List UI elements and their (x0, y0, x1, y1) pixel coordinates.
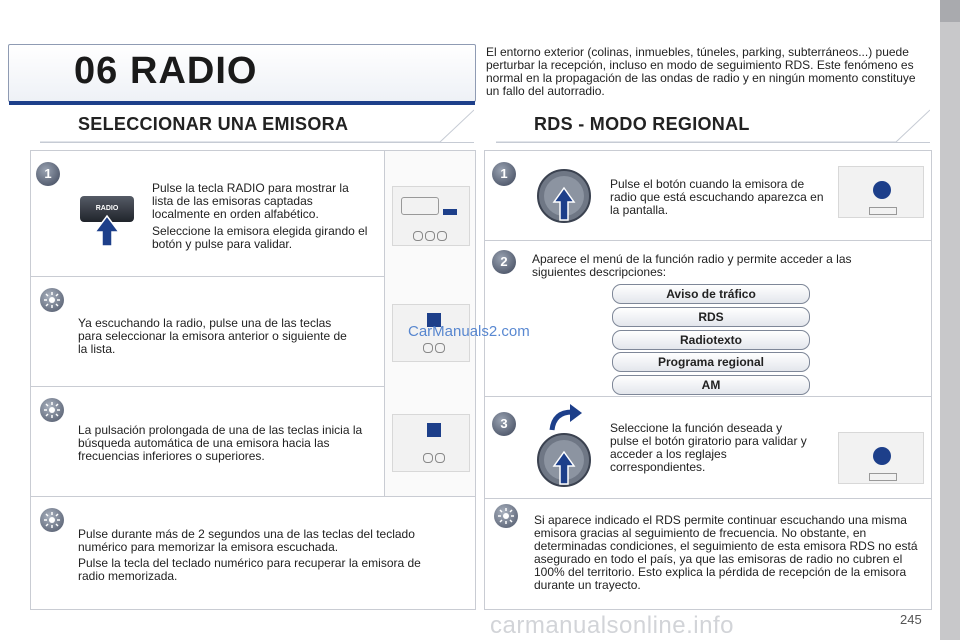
step-badge-3: 3 (492, 412, 516, 436)
tip1-text: Ya escuchando la radio, pulse una de las teclas para seleccionar la emisora anterior o siguiente de la lista. (78, 316, 347, 356)
step-badge-2: 2 (492, 250, 516, 274)
menu-item-traffic[interactable]: Aviso de tráfico (612, 284, 810, 304)
divider (485, 498, 931, 499)
step1-text-2: Seleccione la emisora elegida girando el botón y pulse para validar. (152, 224, 368, 251)
left-section-title: SELECCIONAR UNA EMISORA (78, 114, 349, 134)
page-number: 245 (900, 612, 922, 627)
right-step2-text: Aparece el menú de la función radio y permite acceder a las siguientes descripciones: (532, 252, 852, 279)
right-section-header (496, 106, 930, 143)
step1-text: Pulse la tecla RADIO para mostrar la lista de las emisoras captadas localmente en orden alfabético. (152, 181, 349, 221)
left-section-header (40, 106, 474, 143)
menu-item-rds[interactable]: RDS (612, 307, 810, 327)
divider (485, 240, 931, 241)
radio-unit-illustration (838, 166, 924, 218)
radio-unit-illustration (838, 432, 924, 484)
chapter-number: 06 (74, 50, 119, 92)
divider (31, 496, 475, 497)
step-badge-1: 1 (36, 162, 60, 186)
page-edge-tab-top (940, 0, 960, 22)
tip-sun-icon (40, 398, 64, 422)
reception-notice: El entorno exterior (colinas, inmuebles, túneles, parking, subterráneos...) puede perturbar la recepción, incluso en modo de seguimiento RDS. Este fenómeno es normal en la propagación de las ondas de radio y en ningún momento constituye un fallo del autorradio. (486, 45, 916, 98)
page-edge-tab (940, 0, 960, 640)
arrow-up-icon (92, 214, 122, 248)
watermark-footer: carmanualsonline.info (490, 612, 734, 639)
radio-unit-illustration (392, 414, 470, 472)
right-tip-text: Si aparece indicado el RDS permite continuar escuchando una misma emisora gracias al seguimiento de frecuencia. No obstante, en determinadas condiciones, el seguimiento de esta emisora RDS no está asegurado en todo el país, ya que las emisoras de radio no cubren el 100% del territorio. Esto explica la pérdida de recepción de la emisora durante un trayecto. (534, 513, 918, 592)
menu-item-radiotext[interactable]: Radiotexto (612, 330, 810, 350)
tip2-text: La pulsación prolongada de una de las teclas inicia la búsqueda automática de una emisora hacia las frecuencias inferiores o superiores. (78, 423, 363, 463)
menu-item-am[interactable]: AM (612, 375, 810, 395)
tip-sun-icon (494, 504, 518, 528)
right-step3-text: Seleccione la función deseada y pulse el botón giratorio para validar y acceder a los reglajes correspondientes. (610, 421, 807, 474)
tip-sun-icon (40, 288, 64, 312)
right-step1-text: Pulse el botón cuando la emisora de radio que está escuchando aparezca en la pantalla. (610, 177, 824, 217)
rotary-knob-icon (532, 430, 596, 494)
right-section-title: RDS - MODO REGIONAL (534, 114, 750, 134)
watermark-center: CarManuals2.com (408, 323, 530, 340)
divider (485, 396, 931, 397)
step-badge-1: 1 (492, 162, 516, 186)
rotate-arrow-icon (548, 404, 584, 432)
tip3-text-2: Pulse la tecla del teclado numérico para recuperar la emisora de radio memorizada. (78, 556, 421, 583)
radio-key-label: RADIO (95, 205, 119, 212)
radio-unit-illustration (392, 186, 470, 246)
menu-item-regional[interactable]: Programa regional (612, 352, 810, 372)
tip-sun-icon (40, 508, 64, 532)
chapter-title: RADIO (130, 50, 258, 92)
tip3-text: Pulse durante más de 2 segundos una de las teclas del teclado numérico para memorizar la emisora escuchada. (78, 527, 415, 554)
rotary-knob-icon (532, 166, 596, 230)
